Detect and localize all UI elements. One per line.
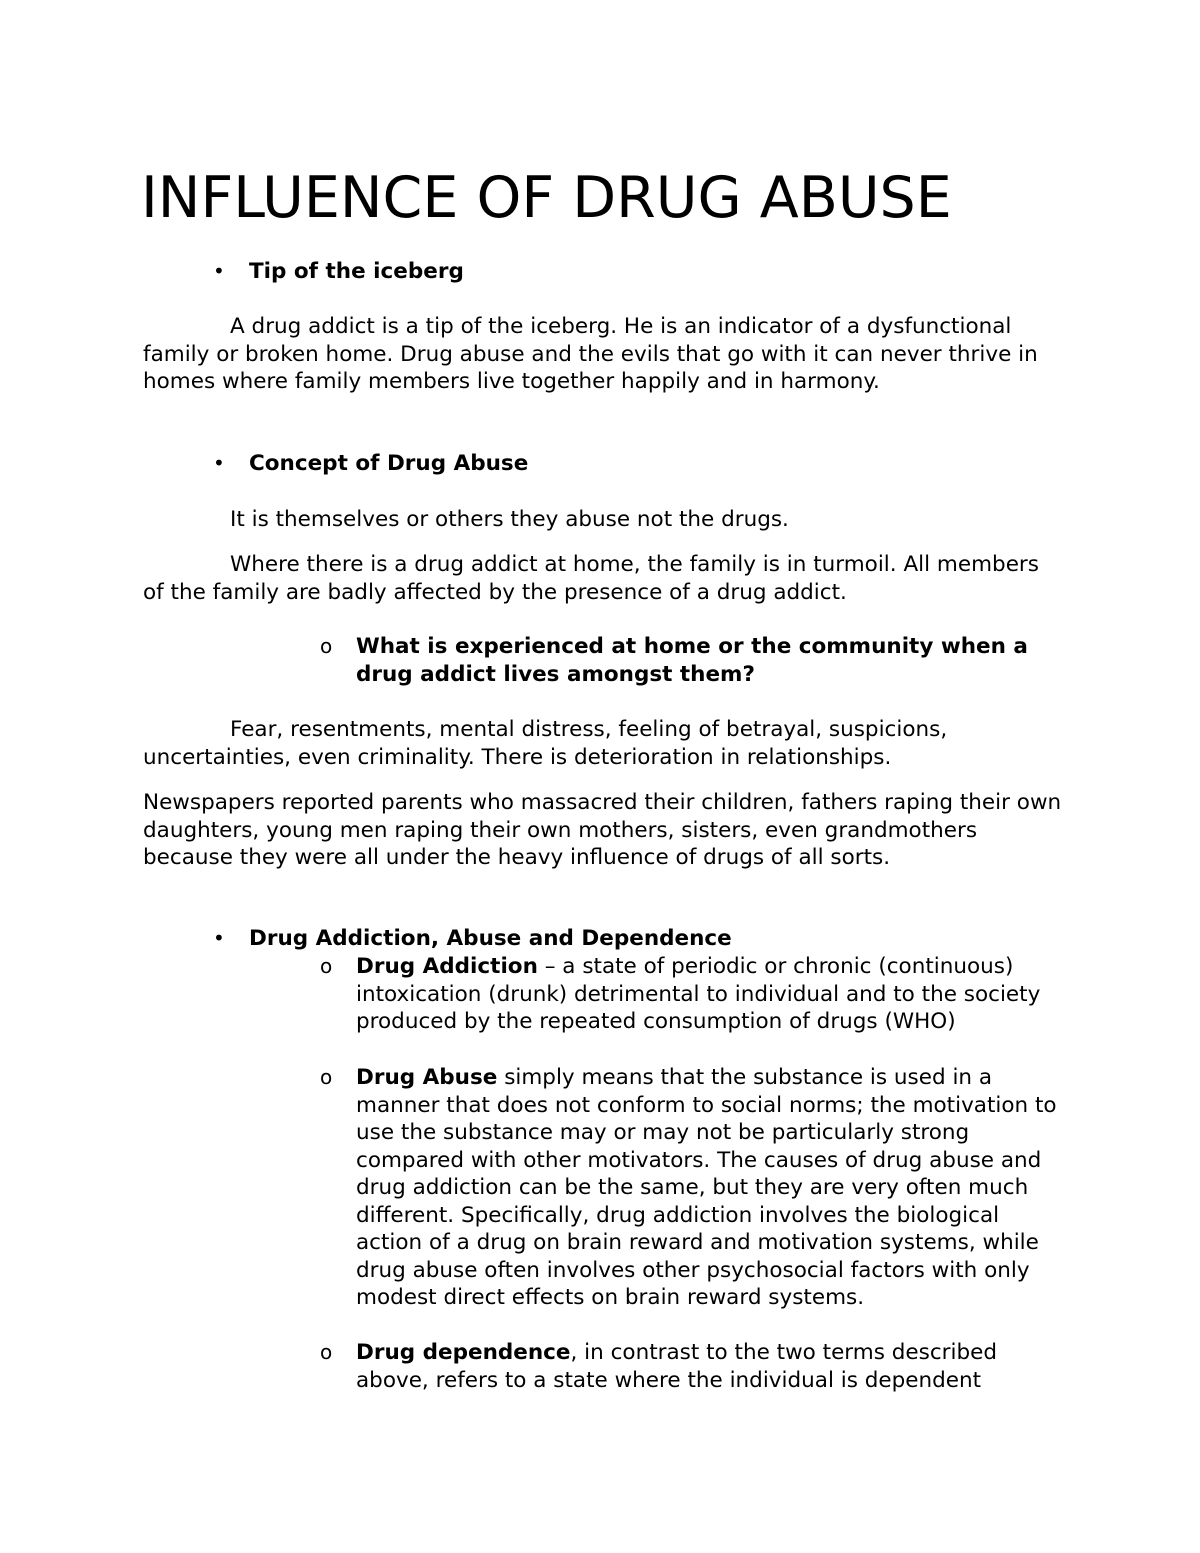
section-heading: Concept of Drug Abuse xyxy=(249,451,529,476)
section-heading: Tip of the iceberg xyxy=(249,259,464,284)
definition-text xyxy=(356,1064,1065,1312)
bullet-tip-of-iceberg xyxy=(213,258,1063,286)
question-text: What is experienced at home or the community when a drug addict lives amongst them? xyxy=(356,634,1028,687)
definition-text xyxy=(356,953,1065,1036)
paragraph-newspapers: Newspapers reported parents who massacred their children, fathers raping their own daughters, young men raping their own mothers, sisters, even grandmothers because they were all under the heavy influence of drugs of all sorts. xyxy=(143,790,1062,870)
sub-bullet-icon: o xyxy=(320,954,333,978)
bullet-icon: • xyxy=(213,926,225,950)
paragraph-turmoil: Where there is a drug addict at home, the family is in turmoil. All members of the family are badly affected by the presence of a drug addict. xyxy=(143,552,1039,605)
bullet-concept-of-drug-abuse xyxy=(213,450,1063,478)
question-item xyxy=(320,633,1065,688)
sub-bullet-icon: o xyxy=(320,1340,333,1364)
paragraph-answer: Fear, resentments, mental distress, feeling of betrayal, suspicions, uncertainties, even criminality. There is deterioration in relationships. xyxy=(143,717,948,770)
sub-bullet-icon: o xyxy=(320,1065,333,1089)
bullet-addiction-abuse-dependence xyxy=(213,925,1063,953)
bullet-icon: • xyxy=(213,451,225,475)
document-title: INFLUENCE OF DRUG ABUSE xyxy=(141,165,952,231)
bullet-icon: • xyxy=(213,259,225,283)
definition-body: simply means that the substance is used in a manner that does not conform to social norms; the motivation to use the substance may or may not be particularly strong compared with other motivators. The causes of drug abuse and drug addiction can be the same, but they are very often much different. Specifically, drug addiction involves the biological action of a drug on brain reward and motivation systems, while drug abuse often involves other psychosocial factors with only modest direct effects on brain reward systems. xyxy=(356,1065,1057,1310)
section-heading: Drug Addiction, Abuse and Dependence xyxy=(249,926,732,951)
definition-drug-abuse xyxy=(320,1064,1065,1312)
definition-term: Drug Addiction xyxy=(356,954,538,979)
paragraph-tip-of-iceberg: A drug addict is a tip of the iceberg. He is an indicator of a dysfunctional family or broken home. Drug abuse and the evils that go with it can never thrive in homes where family members live together happily and in harmony. xyxy=(143,314,1038,394)
definition-drug-dependence xyxy=(320,1339,1065,1394)
sub-bullet-icon: o xyxy=(320,634,333,658)
definition-body: – a state of periodic or chronic (continuous) intoxication (drunk) detrimental to individual and to the society produced by the repeated consumption of drugs (WHO) xyxy=(356,954,1041,1034)
definition-text xyxy=(356,1339,1065,1394)
paragraph-concept: It is themselves or others they abuse not the drugs. xyxy=(230,507,789,532)
definition-term: Drug Abuse xyxy=(356,1065,498,1090)
definition-body: , in contrast to the two terms described above, refers to a state where the individual is dependent xyxy=(356,1340,997,1393)
definition-drug-addiction xyxy=(320,953,1065,1036)
definition-term: Drug dependence xyxy=(356,1340,571,1365)
